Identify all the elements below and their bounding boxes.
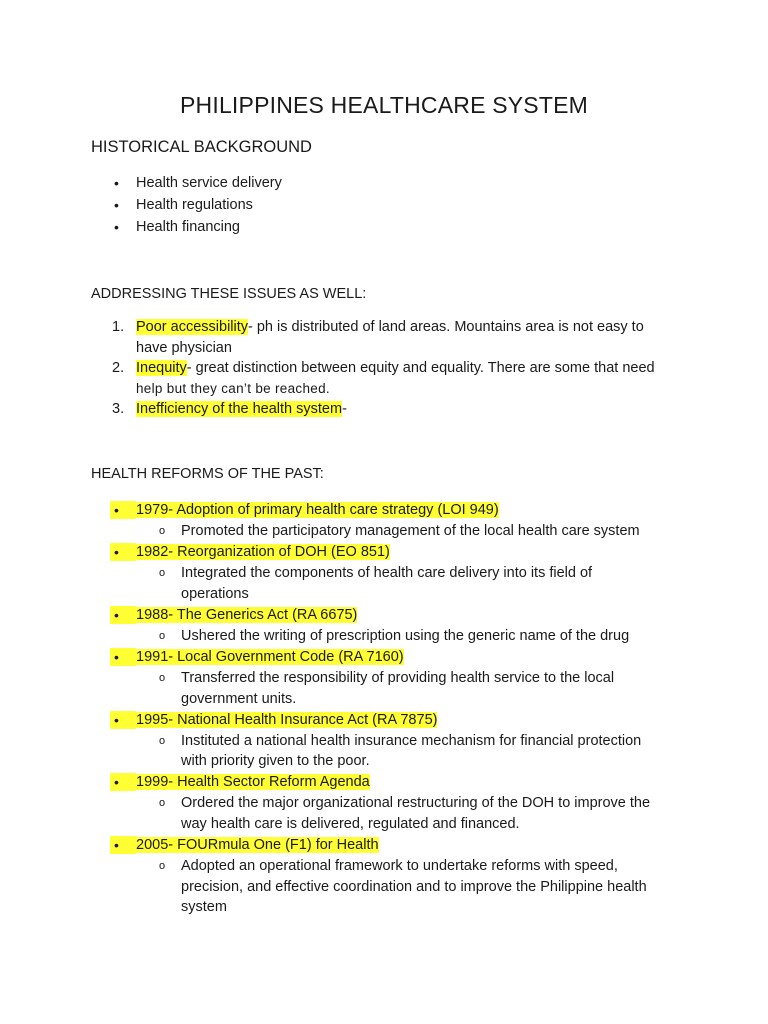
list-number: 3. (112, 401, 125, 417)
reform-detail: way health care is delivered, regulated and financed. (181, 816, 520, 832)
bullet-icon: • (110, 836, 136, 854)
list-item (136, 318, 644, 336)
reform-title: 1999- Health Sector Reform Agenda (136, 774, 370, 790)
circle-bullet-icon: o (159, 630, 166, 642)
item-continuation: help but they can’t be reached. (136, 381, 330, 396)
reform-title: 1979- Adoption of primary health care strategy (LOI 949) (136, 502, 499, 518)
reform-title: 1982- Reorganization of DOH (EO 851) (136, 544, 390, 560)
reform-detail: Ordered the major organizational restructuring of the DOH to improve the (181, 795, 651, 811)
reform-detail: Integrated the components of health care delivery into its field of (181, 565, 593, 581)
reform-title: 2005- FOURmula One (F1) for Health (136, 837, 379, 853)
bullet-icon: • (114, 197, 119, 213)
reform-detail: system (181, 899, 227, 915)
bullet-icon: • (110, 606, 136, 624)
reform-detail: Instituted a national health insurance mechanism for financial protection (181, 733, 642, 749)
item-text: - (342, 401, 347, 417)
bullet-icon: • (110, 501, 136, 519)
bullet-icon: • (110, 711, 136, 729)
list-item: Health financing (136, 219, 240, 235)
reform-detail: Ushered the writing of prescription using the generic name of the drug (181, 628, 630, 644)
reform-detail: Adopted an operational framework to undertake reforms with speed, (181, 858, 618, 874)
page-title: PHILIPPINES HEALTHCARE SYSTEM (180, 92, 588, 118)
circle-bullet-icon: o (159, 525, 166, 537)
bullet-icon: • (114, 175, 119, 191)
reform-detail: government units. (181, 691, 297, 707)
circle-bullet-icon: o (159, 672, 166, 684)
bullet-icon: • (110, 543, 136, 561)
reform-title: 1988- The Generics Act (RA 6675) (136, 607, 358, 623)
reform-detail: operations (181, 586, 249, 602)
bullet-icon: • (110, 773, 136, 791)
reform-detail: with priority given to the poor. (181, 753, 370, 769)
highlighted-text: Inefficiency of the health system (136, 401, 343, 417)
circle-bullet-icon: o (159, 735, 166, 747)
circle-bullet-icon: o (159, 797, 166, 809)
item-text: - ph is distributed of land areas. Mountains area is not easy to (248, 319, 644, 335)
reforms-heading: HEALTH REFORMS OF THE PAST: (91, 466, 324, 482)
issues-heading: ADDRESSING THESE ISSUES AS WELL: (91, 286, 367, 302)
reform-detail: Transferred the responsibility of providing health service to the local (181, 670, 615, 686)
reform-detail: precision, and effective coordination and to improve the Philippine health (181, 879, 647, 895)
historical-heading: HISTORICAL BACKGROUND (91, 138, 312, 156)
bullet-icon: • (114, 219, 119, 235)
reform-detail: Promoted the participatory management of the local health care system (181, 523, 640, 539)
bullet-icon: • (110, 648, 136, 666)
list-item (136, 359, 655, 377)
list-number: 1. (112, 319, 125, 335)
list-item (136, 400, 347, 418)
list-item: Health regulations (136, 197, 253, 213)
item-text: - great distinction between equity and equality. There are some that need (186, 360, 655, 376)
highlighted-text: Inequity (136, 360, 187, 376)
list-number: 2. (112, 360, 125, 376)
reform-title: 1995- National Health Insurance Act (RA 7875) (136, 712, 438, 728)
item-continuation: have physician (136, 340, 232, 356)
circle-bullet-icon: o (159, 567, 166, 579)
reform-title: 1991- Local Government Code (RA 7160) (136, 649, 404, 665)
list-item: Health service delivery (136, 175, 282, 191)
highlighted-text: Poor accessibility (136, 319, 249, 335)
circle-bullet-icon: o (159, 860, 166, 872)
